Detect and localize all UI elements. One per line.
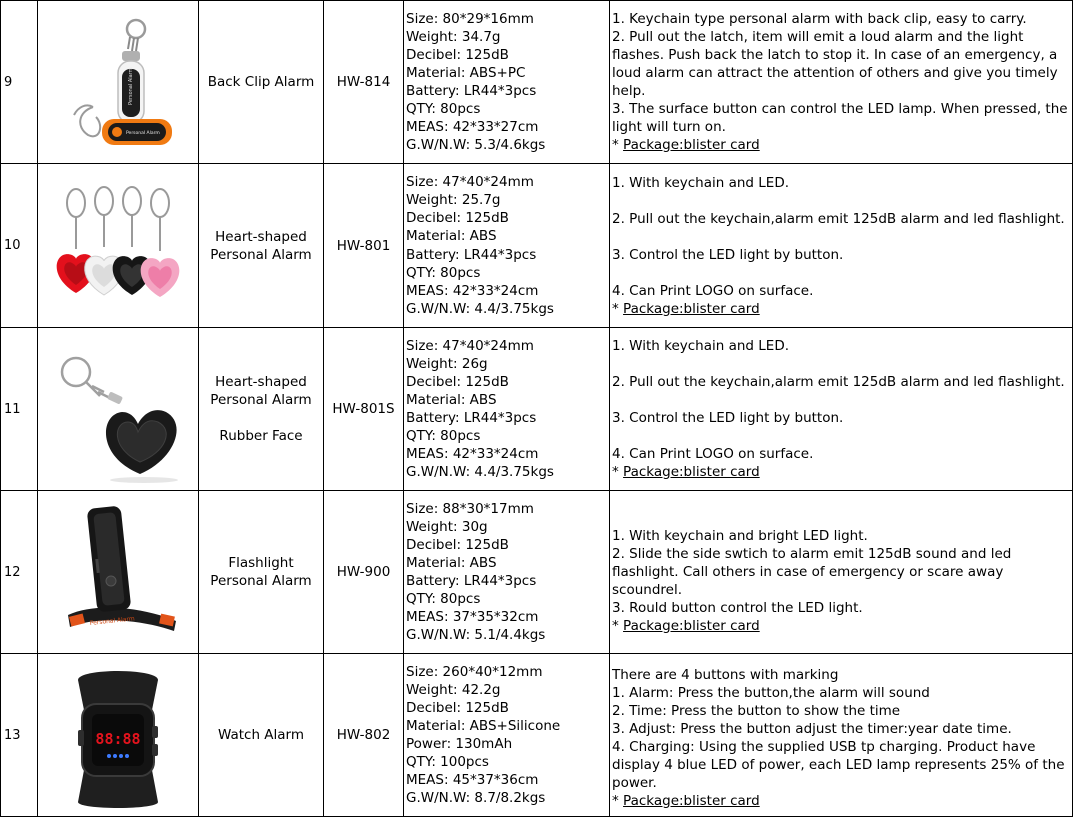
spec-decibel: Decibel: 125dB [406, 210, 509, 227]
spec-size: Size: 88*30*17mm [406, 500, 534, 517]
spec-qty: QTY: 80pcs [406, 264, 481, 281]
heart-keychain-alarms-icon [48, 171, 188, 321]
flashlight-alarm-icon [48, 497, 188, 647]
product-description: There are 4 buttons with marking 1. Alarm: Press the button,the alarm will sound 2. Time: Press the button to show the time 3. Adjust: Press the button adjust the timer:year date time. 4. Charging: Using the supplied USB tp charging. Product have display 4 blue LED of power, each LED lamp represents 25% of the power. * Package:blister card [610, 654, 1073, 817]
table-row [1, 654, 1073, 817]
spec-decibel: Decibel: 125dB [406, 699, 509, 716]
spec-weight: Weight: 34.7g [406, 28, 501, 45]
spec-battery: Battery: LR44*3pcs [406, 83, 537, 99]
spec-list [404, 164, 610, 328]
product-name: Watch Alarm [199, 654, 324, 817]
package-note: * Package:blister card [612, 137, 760, 153]
spec-list [404, 1, 610, 164]
product-description: 1. With keychain and LED. 2. Pull out the keychain,alarm emit 125dB alarm and led flashlight. 3. Control the LED light by button. 4. Can Print LOGO on surface. * Package:blister card [610, 328, 1073, 491]
package-note: * Package:blister card [612, 464, 760, 480]
product-image-cell [38, 654, 199, 817]
spec-weight-gross-net: G.W/N.W: 5.3/4.6kgs [406, 137, 546, 154]
model-number: HW-814 [324, 1, 404, 164]
item-number: 12 [1, 491, 38, 654]
table-row [1, 1, 1073, 164]
item-number: 9 [1, 1, 38, 164]
product-description: 1. With keychain and bright LED light. 2. Slide the side swtich to alarm emit 125dB sound and led flashlight. Call others in case of emergency or scare away scoundrel. 3. Rould button control the LED light. * Package:blister card [610, 491, 1073, 654]
spec-meas: MEAS: 37*35*32cm [406, 609, 539, 626]
product-image-cell [38, 491, 199, 654]
table-row [1, 164, 1073, 328]
table-row [1, 328, 1073, 491]
spec-material: Material: ABS [406, 554, 497, 571]
spec-list [404, 654, 610, 817]
black-heart-alarm-icon [48, 334, 188, 484]
spec-qty: QTY: 100pcs [406, 754, 489, 771]
spec-size: Size: 260*40*12mm [406, 663, 543, 680]
product-image-cell [38, 1, 199, 164]
spec-size: Size: 80*29*16mm [406, 10, 534, 27]
spec-material: Material: ABS+PC [406, 64, 526, 81]
watch-display: 88:88 [95, 730, 141, 748]
spec-list [404, 491, 610, 654]
spec-meas: MEAS: 42*33*27cm [406, 119, 539, 136]
spec-meas: MEAS: 42*33*24cm [406, 446, 539, 463]
product-image-cell [38, 328, 199, 491]
spec-meas: MEAS: 42*33*24cm [406, 282, 539, 299]
spec-weight: Weight: 30g [406, 518, 488, 535]
package-note: * Package:blister card [612, 618, 760, 634]
spec-decibel: Decibel: 125dB [406, 536, 509, 553]
model-number: HW-801S [324, 328, 404, 491]
spec-meas: MEAS: 45*37*36cm [406, 772, 539, 789]
spec-qty: QTY: 80pcs [406, 428, 481, 445]
product-image-cell [38, 164, 199, 328]
spec-weight: Weight: 25.7g [406, 192, 501, 209]
product-description: 1. With keychain and LED. 2. Pull out the keychain,alarm emit 125dB alarm and led flashlight. 3. Control the LED light by button. 4. Can Print LOGO on surface. * Package:blister card [610, 164, 1073, 328]
spec-weight-gross-net: G.W/N.W: 8.7/8.2kgs [406, 790, 546, 807]
product-name: Heart-shaped Personal Alarm Rubber Face [199, 328, 324, 491]
watch-alarm-icon [48, 660, 188, 810]
spec-weight: Weight: 26g [406, 355, 488, 372]
spec-weight: Weight: 42.2g [406, 681, 501, 698]
product-name: Heart-shaped Personal Alarm [199, 164, 324, 328]
spec-material: Material: ABS [406, 228, 497, 245]
spec-weight-gross-net: G.W/N.W: 5.1/4.4kgs [406, 627, 546, 644]
model-number: HW-801 [324, 164, 404, 328]
device-label: Personal Alarm [126, 131, 160, 136]
strap-label: Personal Alarm [89, 615, 136, 627]
orange-keychain-alarm-icon [48, 7, 188, 157]
spec-decibel: Decibel: 125dB [406, 373, 509, 390]
spec-qty: QTY: 80pcs [406, 591, 481, 608]
spec-size: Size: 47*40*24mm [406, 174, 534, 191]
spec-battery: Battery: LR44*3pcs [406, 246, 537, 263]
spec-weight-gross-net: G.W/N.W: 4.4/3.75kgs [406, 464, 554, 481]
model-number: HW-900 [324, 491, 404, 654]
item-number: 11 [1, 328, 38, 491]
item-number: 10 [1, 164, 38, 328]
product-description: 1. Keychain type personal alarm with back clip, easy to carry. 2. Pull out the latch, item will emit a loud alarm and the light flashes. Push back the latch to stop it. In case of an emergency, a loud alarm can attract the attention of others and give you timely help. 3. The surface button can control the LED lamp. When pressed, the light will turn on. * Package:blister card [610, 1, 1073, 164]
spec-material: Material: ABS+Silicone [406, 717, 561, 734]
spec-qty: QTY: 80pcs [406, 101, 481, 118]
spec-weight-gross-net: G.W/N.W: 4.4/3.75kgs [406, 300, 554, 317]
model-number: HW-802 [324, 654, 404, 817]
spec-battery: Battery: LR44*3pcs [406, 410, 537, 426]
table-row [1, 491, 1073, 654]
spec-material: Material: ABS [406, 391, 497, 408]
package-note: * Package:blister card [612, 300, 760, 317]
spec-list [404, 328, 610, 491]
spec-battery: Battery: LR44*3pcs [406, 573, 537, 589]
product-name: Flashlight Personal Alarm [199, 491, 324, 654]
spec-power: Power: 130mAh [406, 736, 513, 752]
device-label: Personal Alarm [128, 67, 134, 105]
product-name: Back Clip Alarm [199, 1, 324, 164]
spec-size: Size: 47*40*24mm [406, 337, 534, 354]
package-note: * Package:blister card [612, 793, 760, 809]
item-number: 13 [1, 654, 38, 817]
spec-decibel: Decibel: 125dB [406, 46, 509, 63]
